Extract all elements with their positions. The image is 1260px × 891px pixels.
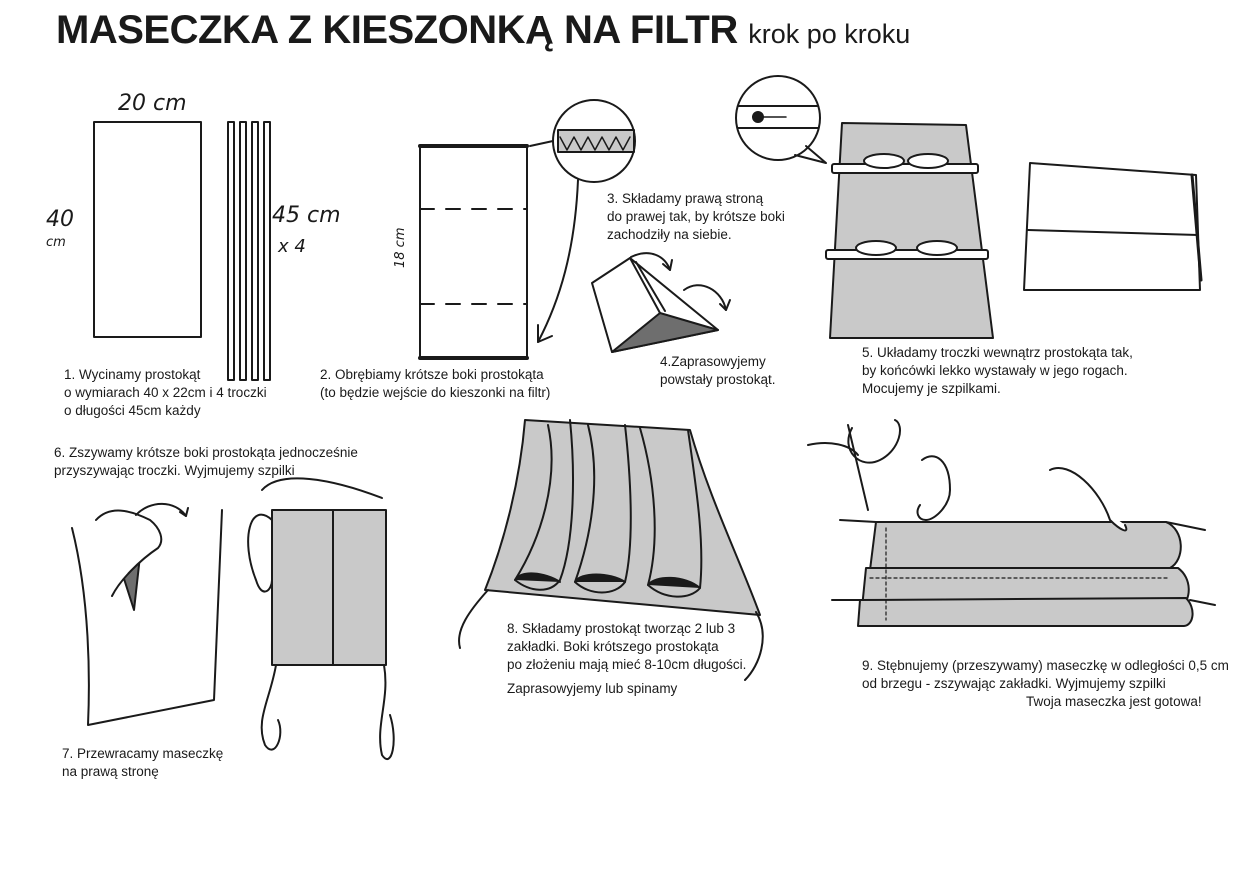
step9-caption (862, 657, 1229, 711)
step7-caption (62, 745, 223, 781)
step2-caption (320, 366, 550, 402)
label-fold-height: 18 cm (393, 227, 408, 268)
title-subtitle: krok po kroku (748, 19, 911, 49)
caption-line: po złożeniu mają mieć 8-10cm długości. (507, 657, 747, 672)
caption-line: 1. Wycinamy prostokąt (64, 367, 201, 382)
step4-caption (660, 353, 776, 389)
caption-line: 6. Zszywamy krótsze boki prostokąta jednocześnie (54, 445, 358, 460)
caption-line: zakładki. Boki krótszego prostokąta (507, 639, 719, 654)
step6-illustration (72, 478, 394, 759)
caption-line: o wymiarach 40 x 22cm i 4 troczki (64, 385, 267, 400)
caption-line: powstały prostokąt. (660, 372, 776, 387)
step3-caption (607, 190, 785, 244)
title-main: MASECZKA Z KIESZONKĄ NA FILTR (56, 8, 738, 52)
caption-line: Twoja maseczka jest gotowa! (1026, 694, 1202, 709)
caption-line: (to będzie wejście do kieszonki na filtr) (320, 385, 551, 400)
step5-illustration (736, 76, 1201, 338)
step5-caption (862, 344, 1133, 398)
caption-line: do prawej tak, by krótsze boki (607, 209, 785, 224)
caption-line: przyszywając troczki. Wyjmujemy szpilki (54, 463, 295, 478)
page-title (56, 8, 910, 53)
caption-line: 7. Przewracamy maseczkę (62, 746, 224, 761)
caption-line: 5. Układamy troczki wewnątrz prostokąta tak, (862, 345, 1133, 360)
caption-line: o długości 45cm każdy (64, 403, 201, 418)
caption-line: 3. Składamy prawą stroną (607, 191, 764, 206)
step1-illustration (94, 122, 270, 380)
step6-caption (54, 444, 358, 480)
caption-line: zachodziły na siebie. (607, 227, 732, 242)
label-height-unit: cm (46, 235, 66, 250)
step8-caption (507, 620, 746, 698)
label-width: 20 cm (118, 91, 187, 116)
label-strap-count: x 4 (278, 236, 306, 257)
label-height-number: 40 (46, 207, 74, 232)
caption-line: 9. Stębnujemy (przeszywamy) maseczkę w odległości 0,5 cm (862, 658, 1229, 673)
caption-line: na prawą stronę (62, 764, 159, 779)
step1-caption (64, 366, 267, 420)
step3-illustration (592, 253, 730, 352)
caption-line: 4.Zaprasowyjemy (660, 354, 766, 369)
flow-arrow (538, 180, 578, 342)
caption-line: od brzegu - zszywając zakładki. Wyjmujemy szpilki (862, 676, 1166, 691)
caption-line: Zaprasowyjemy lub spinamy (507, 681, 678, 696)
caption-line: 8. Składamy prostokąt tworząc 2 lub 3 (507, 621, 736, 636)
caption-line: by końcówki lekko wystawały w jego rogach. (862, 363, 1128, 378)
caption-line: Mocujemy je szpilkami. (862, 381, 1001, 396)
straps (228, 122, 270, 380)
caption-line: 2. Obrębiamy krótsze boki prostokąta (320, 367, 544, 382)
fabric-rectangle (94, 122, 201, 337)
label-strap-length: 45 cm (272, 203, 341, 228)
step9-illustration (808, 420, 1215, 626)
